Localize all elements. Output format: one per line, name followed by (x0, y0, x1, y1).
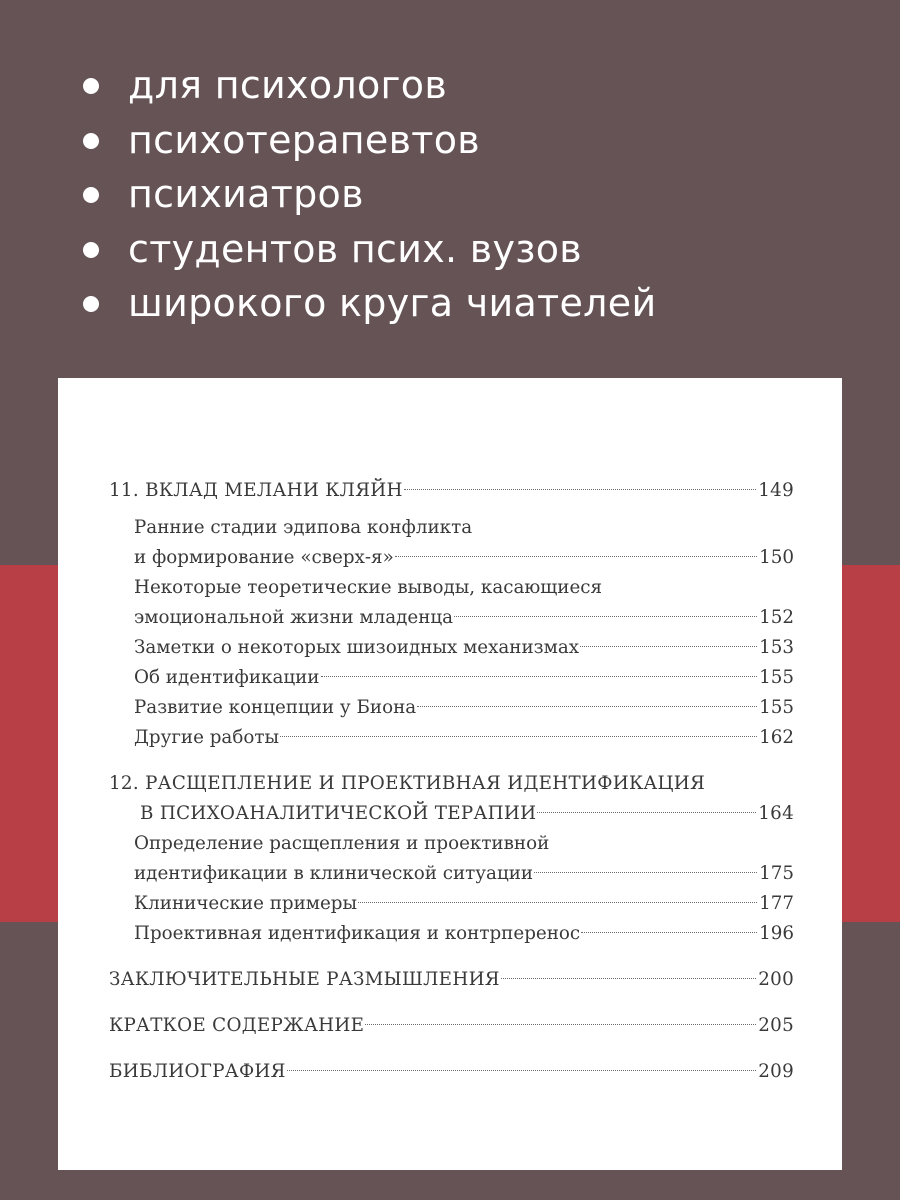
audience-item (82, 167, 656, 222)
toc-page-number: 177 (759, 893, 794, 914)
toc-page-number: 209 (758, 1061, 794, 1082)
audience-item-text: для психологов (128, 63, 448, 107)
toc-section (109, 633, 794, 663)
toc-section (109, 829, 794, 859)
toc-page-number: 175 (759, 863, 794, 884)
table-of-contents (109, 476, 794, 1087)
toc-section (109, 663, 794, 693)
toc-page-number: 155 (759, 667, 794, 688)
toc-section (109, 859, 794, 889)
toc-page-number: 155 (759, 697, 794, 718)
toc-leader (280, 736, 757, 737)
toc-leader (321, 676, 758, 677)
toc-page-number: 196 (759, 923, 794, 944)
toc-section-title: Некоторые теоретические выводы, касающиеся (134, 577, 603, 598)
toc-page-number: 164 (758, 803, 794, 824)
toc-leader (454, 616, 757, 617)
toc-chapter-title: 11. ВКЛАД МЕЛАНИ КЛЯЙН (109, 480, 403, 501)
toc-leader (581, 932, 757, 933)
toc-section-title: Развитие концепции у Биона (134, 697, 417, 718)
toc-chapter-title: В ПСИХОАНАЛИТИЧЕСКОЙ ТЕРАПИИ (140, 803, 537, 824)
bullet-dot-icon (83, 242, 99, 258)
toc-summary (109, 1011, 794, 1041)
bullet-dot-icon (83, 78, 99, 94)
audience-item-text: психотерапевтов (128, 117, 480, 162)
toc-leader (417, 706, 757, 707)
bullet-dot-icon (83, 133, 99, 149)
toc-chapter-11 (109, 476, 794, 506)
audience-item (82, 222, 656, 277)
toc-section (109, 889, 794, 919)
toc-leader (501, 978, 756, 979)
toc-section-title: Определение расщепления и проективной (134, 833, 550, 854)
toc-page-number: 153 (759, 637, 794, 658)
toc-chapter-12 (109, 769, 794, 799)
toc-leader (534, 872, 757, 873)
toc-section (109, 603, 794, 633)
toc-section (109, 723, 794, 753)
book-page (58, 378, 842, 1170)
toc-section-title: Ранние стадии эдипова конфликта (134, 517, 473, 538)
toc-final-thoughts (109, 965, 794, 995)
toc-page-number: 149 (758, 480, 794, 501)
audience-item (82, 58, 656, 113)
toc-bibliography (109, 1057, 794, 1087)
toc-section-title: и формирование «сверх-я» (134, 547, 394, 568)
toc-page-number: 152 (759, 607, 794, 628)
audience-list (82, 58, 656, 331)
toc-section-title: Проективная идентификация и контрперенос (134, 923, 581, 944)
toc-chapter-title: БИБЛИОГРАФИЯ (109, 1061, 286, 1082)
toc-page-number: 150 (759, 547, 794, 568)
toc-section (109, 543, 794, 573)
toc-leader (580, 646, 757, 647)
toc-section (109, 513, 794, 543)
toc-page-number: 205 (758, 1015, 794, 1036)
bullet-dot-icon (83, 296, 99, 312)
toc-leader (287, 1070, 756, 1071)
toc-leader (395, 556, 757, 557)
toc-section-title: идентификации в клинической ситуации (134, 863, 534, 884)
audience-item (82, 113, 656, 168)
toc-page-number: 200 (758, 969, 794, 990)
toc-leader (404, 489, 756, 490)
toc-section-title: Другие работы (134, 727, 279, 748)
toc-leader (365, 1024, 756, 1025)
toc-leader (358, 902, 757, 903)
toc-chapter-title: КРАТКОЕ СОДЕРЖАНИЕ (109, 1015, 365, 1036)
toc-section (109, 573, 794, 603)
bullet-dot-icon (83, 187, 99, 203)
toc-section (109, 693, 794, 723)
audience-item (82, 276, 656, 331)
toc-section-title: эмоциональной жизни младенца (134, 607, 454, 628)
audience-item-text: психиатров (128, 172, 364, 216)
toc-section-title: Клинические примеры (134, 893, 358, 914)
toc-chapter-title: 12. РАСЩЕПЛЕНИЕ И ПРОЕКТИВНАЯ ИДЕНТИФИКАЦИЯ (109, 773, 706, 794)
toc-section-title: Заметки о некоторых шизоидных механизмах (134, 637, 580, 658)
audience-item-text: студентов псих. вузов (128, 226, 582, 271)
toc-chapter-12-continued (109, 799, 794, 829)
audience-item-text: широкого круга чиателей (128, 281, 657, 325)
toc-leader (537, 812, 756, 813)
toc-page-number: 162 (759, 727, 794, 748)
toc-section-title: Об идентификации (134, 667, 320, 688)
toc-chapter-title: ЗАКЛЮЧИТЕЛЬНЫЕ РАЗМЫШЛЕНИЯ (109, 969, 500, 990)
toc-section (109, 919, 794, 949)
